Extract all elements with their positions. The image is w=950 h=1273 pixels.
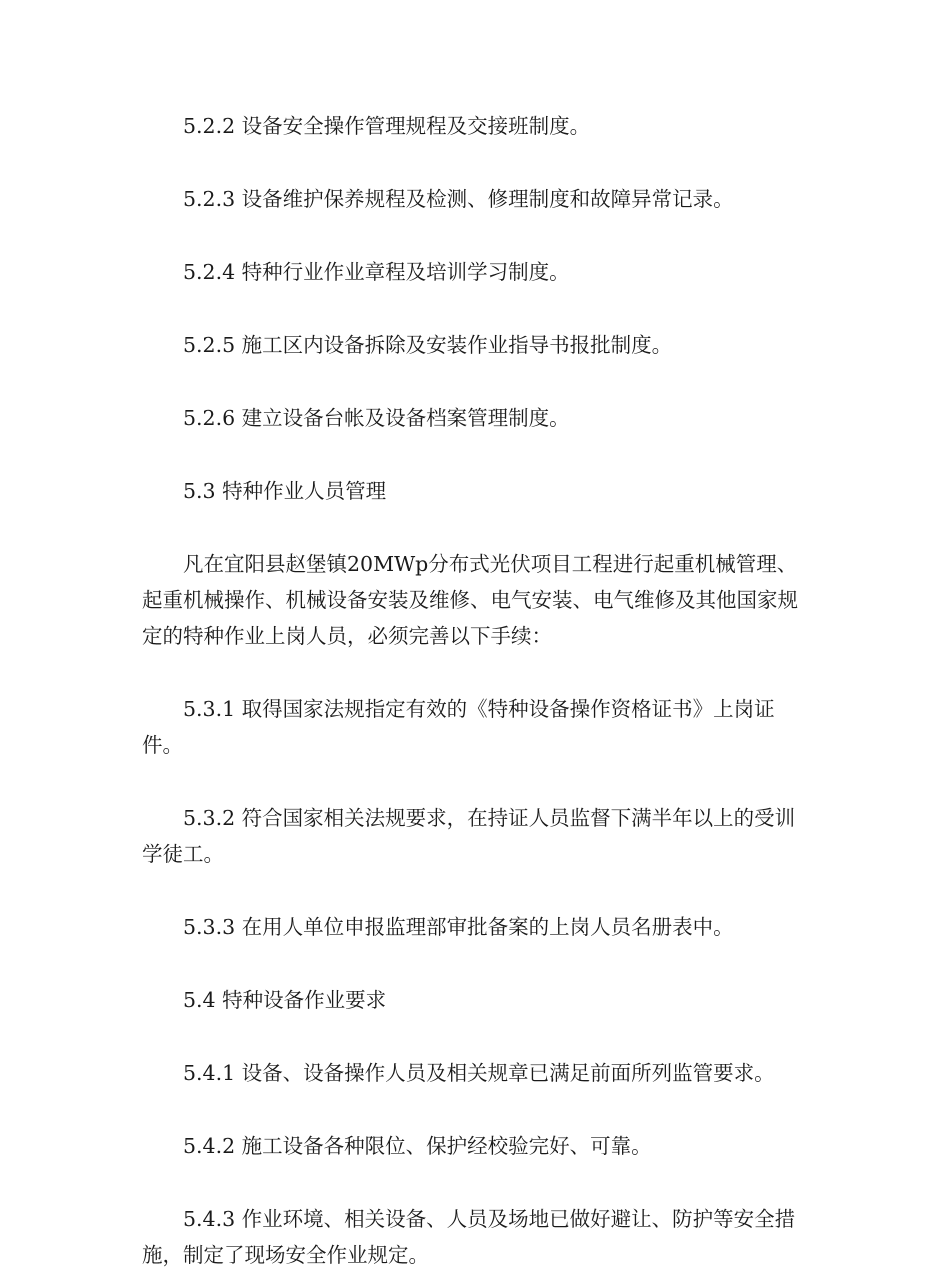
paragraph-5-3-1: 5.3.1 取得国家法规指定有效的《特种设备操作资格证书》上岗证件。 (142, 697, 775, 757)
paragraph-5-3-3: 5.3.3 在用人单位申报监理部审批备案的上岗人员名册表中。 (183, 915, 734, 939)
paragraph-5-4-1: 5.4.1 设备、设备操作人员及相关规章已满足前面所列监管要求。 (183, 1061, 775, 1085)
paragraph-5-3-2: 5.3.2 符合国家相关法规要求，在持证人员监督下满半年以上的受训学徒工。 (142, 806, 796, 866)
paragraph-intro-5-3: 凡在宜阳县赵堡镇20MWp分布式光伏项目工程进行起重机械管理、起重机械操作、机械设备安装及维修、电气安装、电气维修及其他国家规定的特种作业上岗人员，必须完善以下手续： (142, 552, 798, 648)
paragraph-5-2-6: 5.2.6 建立设备台帐及设备档案管理制度。 (183, 406, 570, 430)
paragraph-5-4-3: 5.4.3 作业环境、相关设备、人员及场地已做好避让、防护等安全措施，制定了现场安全作业规定。 (142, 1207, 796, 1267)
document-body (142, 108, 802, 1273)
section-heading-5-4: 5.4 特种设备作业要求 (183, 988, 387, 1012)
paragraph-5-2-4: 5.2.4 特种行业作业章程及培训学习制度。 (183, 260, 570, 284)
section-heading-5-3: 5.3 特种作业人员管理 (183, 479, 387, 503)
paragraph-5-2-2: 5.2.2 设备安全操作管理规程及交接班制度。 (183, 114, 591, 138)
paragraph-5-4-2: 5.4.2 施工设备各种限位、保护经校验完好、可靠。 (183, 1134, 652, 1158)
paragraph-5-2-3: 5.2.3 设备维护保养规程及检测、修理制度和故障异常记录。 (183, 187, 734, 211)
paragraph-5-2-5: 5.2.5 施工区内设备拆除及安装作业指导书报批制度。 (183, 333, 673, 357)
